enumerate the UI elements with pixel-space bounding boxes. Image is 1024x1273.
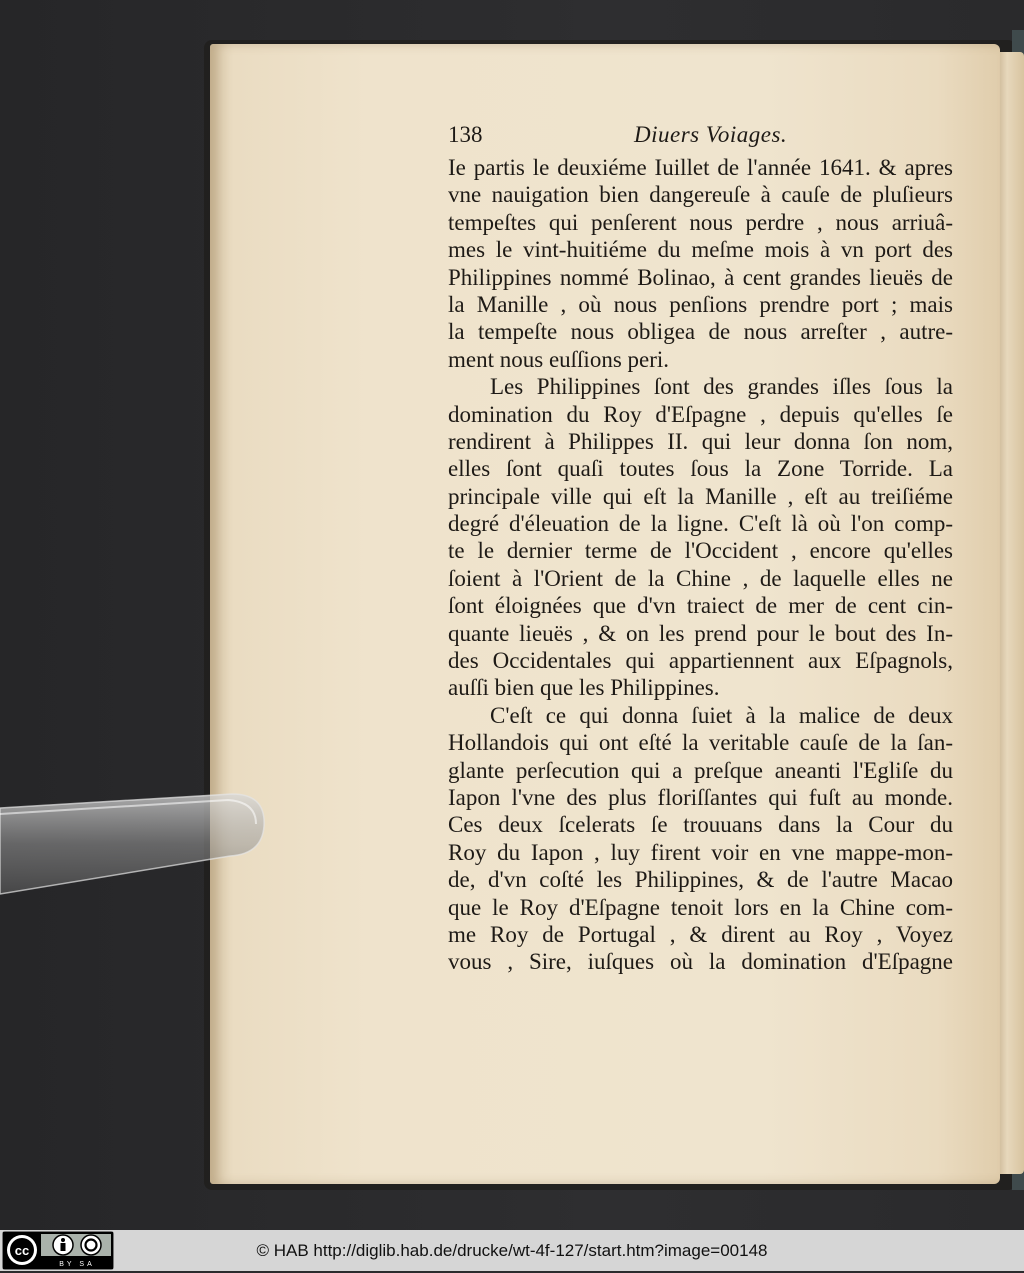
- text-line: vne nauigation bien dangereuſe à cauſe de pluſieurs: [448, 182, 953, 208]
- text-line: elles ſont quaſi toutes ſous la Zone Torride. La: [448, 456, 953, 482]
- text-line: ment nous euſſions peri.: [448, 346, 670, 372]
- text-line: principale ville qui eſt la Manille , eſt au treiſiéme: [448, 483, 953, 509]
- text-line: des Occidentales qui appartiennent aux Eſpagnols,: [448, 648, 953, 674]
- text-line: mes le vint-huitiéme du meſme mois à vn port des: [448, 237, 953, 263]
- running-head: [448, 118, 953, 154]
- text-line: Hollandois qui ont eſté la veritable cauſe de la ſan-: [448, 730, 953, 756]
- text-line: la Manille , où nous penſions prendre port ; mais: [448, 291, 953, 317]
- text-line: ſoient à l'Orient de la Chine , de laquelle elles ne: [448, 565, 953, 591]
- text-line: tempeſtes qui penſerent nous perdre , nous arriuâ-: [448, 209, 953, 235]
- text-line: glante perſecution qui a preſque aneanti l'Egliſe du: [448, 757, 953, 783]
- text-line: vous , Sire, iuſques où la domination d'Eſpagne: [448, 949, 953, 975]
- text-line: quante lieuës , & on les prend pour le bout des In-: [448, 620, 953, 646]
- text-line: Philippines nommé Bolinao, à cent grandes lieuës de: [448, 264, 953, 290]
- page-number: 138: [448, 122, 483, 147]
- running-head-title: Diuers Voiages.: [634, 122, 788, 147]
- text-line: me Roy de Portugal , & dirent au Roy , Voyez: [448, 921, 953, 947]
- text-line: te le dernier terme de l'Occident , encore qu'elles: [448, 538, 953, 564]
- svg-text:cc: cc: [14, 1243, 30, 1258]
- text-line: Ces deux ſcelerats ſe trouuans dans la Cour du: [448, 812, 953, 838]
- text-line: de, d'vn coſté les Philippines, & de l'autre Macao: [448, 867, 953, 893]
- facing-page-edge: [996, 52, 1024, 1174]
- text-line: domination du Roy d'Eſpagne , depuis qu'elles ſe: [448, 401, 953, 427]
- text-line: la tempeſte nous obligea de nous arreſter , autre-: [448, 319, 953, 345]
- text-line: que le Roy d'Eſpagne tenoit lors en la Chine com-: [448, 894, 953, 920]
- text-line: auſſi bien que les Philippines.: [448, 675, 720, 701]
- copyright-caption: © HAB http://diglib.hab.de/drucke/wt-4f-127/start.htm?image=00148: [256, 1241, 768, 1260]
- page-text: [448, 118, 953, 976]
- text-line: Les Philippines ſont des grandes iſles ſous la: [490, 374, 953, 400]
- text-line: degré d'éleuation de la ligne. C'eſt là où l'on comp-: [448, 511, 953, 537]
- license-badge-label: BY SA: [59, 1261, 95, 1268]
- text-line: rendirent à Philippes II. qui leur donna ſon nom,: [448, 428, 953, 454]
- text-line: Iapon l'vne des plus floriſſantes qui fuſt au monde.: [448, 784, 953, 810]
- text-line: ſont éloignées que d'vn traiect de mer de cent cin-: [448, 593, 953, 619]
- text-line: C'eſt ce qui donna ſuiet à la malice de deux: [490, 702, 953, 728]
- text-line: Ie partis le deuxiéme Iuillet de l'année 1641. & apres: [448, 155, 953, 180]
- text-line: Roy du Iapon , luy firent voir en vne mappe-mon-: [448, 839, 953, 865]
- page-holder-spatula: [0, 782, 270, 902]
